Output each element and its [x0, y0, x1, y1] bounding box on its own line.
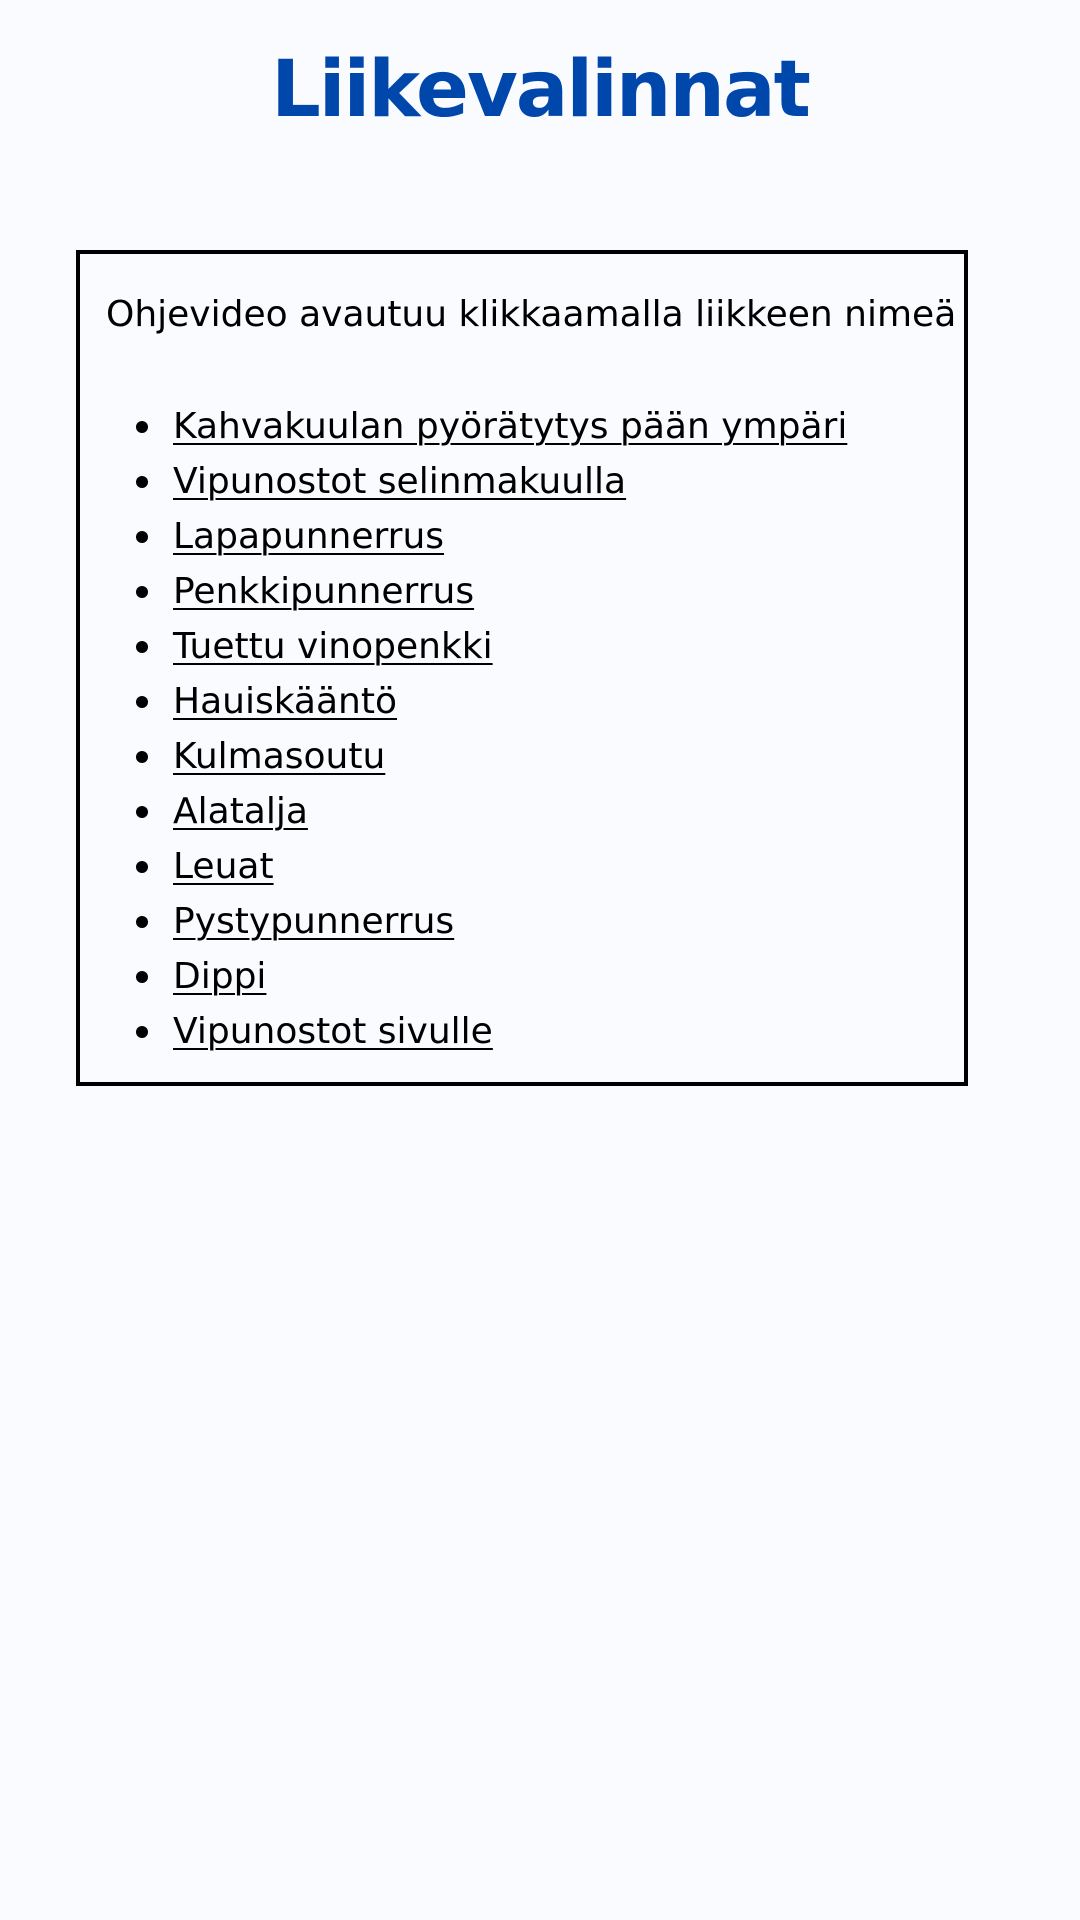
bullet-icon — [136, 421, 148, 433]
list-item — [80, 784, 847, 839]
exercise-link-tuettu-vinopenkki[interactable]: Tuettu vinopenkki — [173, 626, 493, 667]
list-item — [80, 674, 847, 729]
exercise-link-hauiskaanto[interactable]: Hauiskääntö — [173, 681, 397, 722]
exercise-link-penkkipunnerrus[interactable]: Penkkipunnerrus — [173, 571, 475, 612]
list-item — [80, 729, 847, 784]
bullet-icon — [136, 531, 148, 543]
list-item — [80, 619, 847, 674]
instruction-text: Ohjevideo avautuu klikkaamalla liikkeen nimeä — [106, 294, 957, 335]
bullet-icon — [136, 971, 148, 983]
bullet-icon — [136, 696, 148, 708]
bullet-icon — [136, 861, 148, 873]
list-item — [80, 399, 847, 454]
page-title: Liikevalinnat — [271, 45, 809, 135]
list-item — [80, 839, 847, 894]
list-item — [80, 1004, 847, 1059]
bullet-icon — [136, 476, 148, 488]
bullet-icon — [136, 806, 148, 818]
exercise-link-leuat[interactable]: Leuat — [173, 846, 274, 887]
list-item — [80, 509, 847, 564]
exercise-link-vipunostot-selinmakuulla[interactable]: Vipunostot selinmakuulla — [173, 461, 627, 502]
bullet-icon — [136, 586, 148, 598]
list-item — [80, 454, 847, 509]
exercise-list — [80, 399, 847, 1059]
exercise-link-kulmasoutu[interactable]: Kulmasoutu — [173, 736, 386, 777]
bullet-icon — [136, 641, 148, 653]
exercise-link-vipunostot-sivulle[interactable]: Vipunostot sivulle — [173, 1011, 493, 1052]
exercise-link-lapapunnerrus[interactable]: Lapapunnerrus — [173, 516, 445, 557]
bullet-icon — [136, 1026, 148, 1038]
list-item — [80, 564, 847, 619]
exercise-link-kahvakuulan-pyoratytys[interactable]: Kahvakuulan pyörätytys pään ympäri — [173, 406, 848, 447]
bullet-icon — [136, 751, 148, 763]
list-item — [80, 894, 847, 949]
exercise-link-alatalja[interactable]: Alatalja — [173, 791, 308, 832]
exercise-link-pystypunnerrus[interactable]: Pystypunnerrus — [173, 901, 455, 942]
list-item — [80, 949, 847, 1004]
exercise-link-dippi[interactable]: Dippi — [173, 956, 267, 997]
exercise-box — [76, 250, 968, 1086]
bullet-icon — [136, 916, 148, 928]
